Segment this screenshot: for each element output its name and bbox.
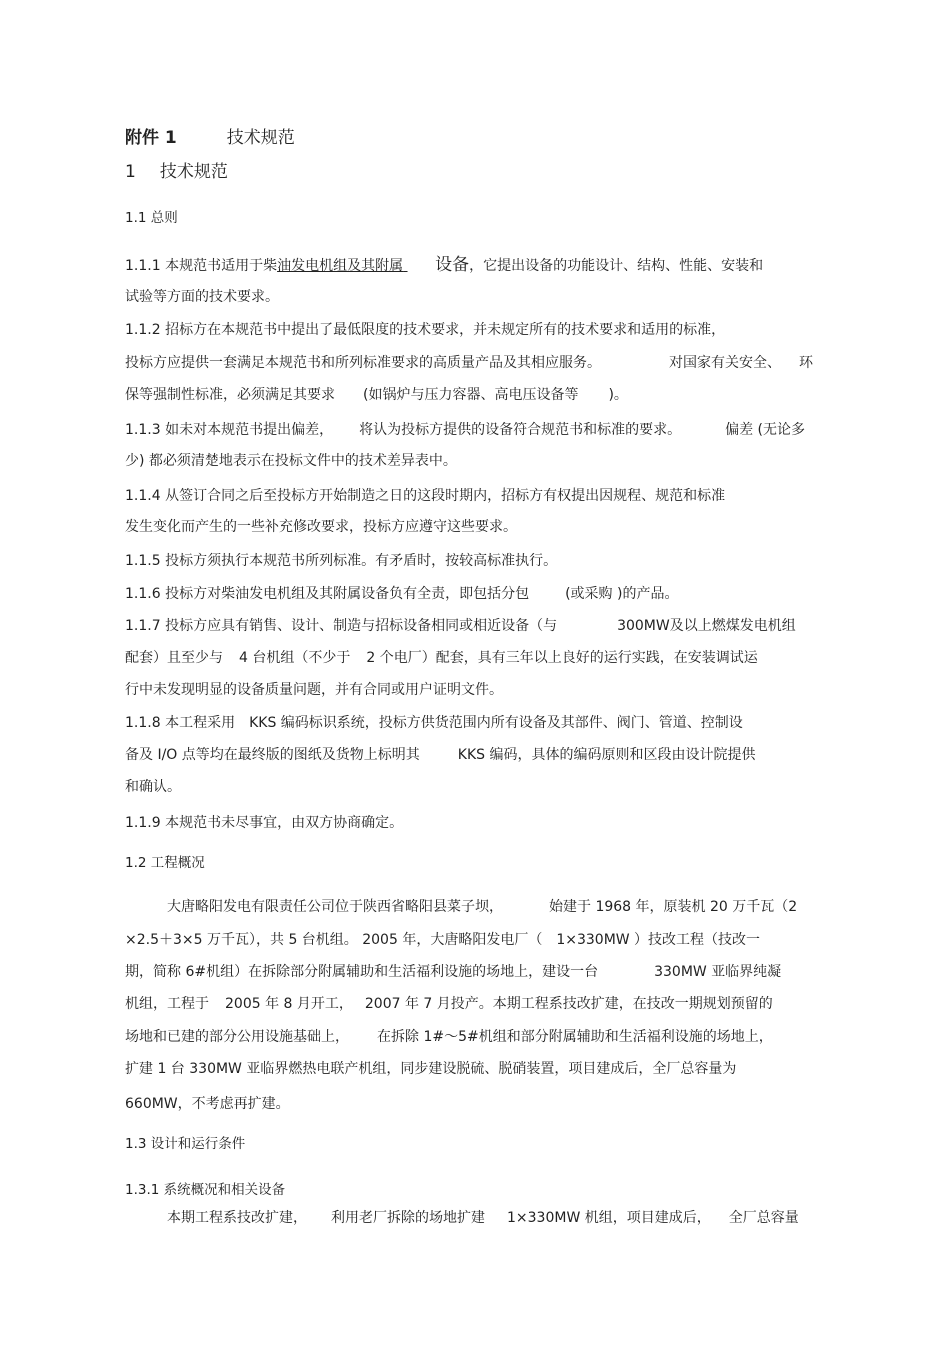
para-1-2-line5: [125, 1027, 773, 1047]
para-1-1-1-line2: 试验等方面的技术要求。: [125, 289, 279, 305]
para-text: 期，简称 6#机组）在拆除部分附属辅助和生活福利设施的场地上，建设一台: [125, 964, 599, 980]
para-text: 投标方应提供一套满足本规范书和所列标准要求的高质量产品及其相应服务。: [125, 355, 601, 371]
para-1-1-3-line1: [125, 420, 805, 440]
para-text: 机组，工程于: [125, 996, 209, 1012]
para-text: 备及 I/O 点等均在最终版的图纸及货物上标明其: [125, 747, 420, 763]
para-1-2-line1: [167, 897, 797, 917]
para-text: 场地和已建的部分公用设施基础上，: [125, 1029, 349, 1045]
para-text: 4 台机组（不少于: [239, 650, 351, 666]
para-text: ×2.5＋3×5 万千瓦），共 5 台机组。 2005 年，大唐略阳发电厂（: [125, 932, 543, 948]
para-1-1-6: [125, 584, 678, 604]
para-text: 设备: [435, 255, 470, 275]
chapter-number: 1: [125, 162, 136, 182]
para-text: 1×330MW ）技改工程（技改一: [556, 932, 761, 948]
para-1-1-5: 1.1.5 投标方须执行本规范书所列标准。有矛盾时，按较高标准执行。: [125, 553, 558, 569]
para-text: 全厂总容量: [728, 1210, 799, 1226]
para-1-1-2-line2: [125, 353, 813, 373]
para-1-2-line4: [125, 994, 773, 1014]
para-1-1-1-line1: [125, 255, 763, 276]
para-text: 1.1.1 本规范书适用于柴: [125, 258, 278, 274]
annex-label: 附件 1: [125, 128, 177, 148]
para-text: 偏差 (无论多: [725, 422, 805, 438]
para-text: 始建于 1968 年，原装机 20 万千瓦（2: [549, 899, 798, 915]
para-1-1-7-line1: [125, 616, 796, 636]
para-1-1-9: 1.1.9 本规范书未尽事宜，由双方协商确定。: [125, 815, 404, 831]
para-1-2-line3: [125, 962, 781, 982]
para-text: 1×330MW 机组，项目建成后，: [507, 1210, 711, 1226]
para-text: 1.1.3 如未对本规范书提出偏差，: [125, 422, 334, 438]
para-text: (或采购 )的产品。: [565, 586, 679, 602]
para-1-1-4-line1: 1.1.4 从签订合同之后至投标方开始制造之日的这段时期内，招标方有权提出因规程、规范和标准: [125, 488, 726, 504]
para-text: 在拆除 1#～5#机组和部分附属辅助和生活福利设施的场地上，: [377, 1029, 773, 1045]
chapter-title: 技术规范: [159, 162, 228, 182]
para-text: 2005 年 8 月开工，: [225, 996, 353, 1012]
para-1-1-2-line1: 1.1.2 招标方在本规范书中提出了最低限度的技术要求，并未规定所有的技术要求和适用的标准，: [125, 322, 726, 338]
section-heading-1-2: 1.2 工程概况: [125, 855, 205, 871]
underlined-text: 油发电机组及其附属: [277, 258, 404, 274]
para-text: 1.1.7 投标方应具有销售、设计、制造与招标设备相同或相近设备（与: [125, 618, 558, 634]
para-text: (如锅炉与压力容器、高电压设备等: [363, 387, 579, 403]
para-text: 本期工程系技改扩建，: [167, 1210, 307, 1226]
para-text: 2 个电厂）配套，具有三年以上良好的运行实践，在安装调试运: [366, 650, 758, 666]
para-text: 1.1.8 本工程采用: [125, 715, 236, 731]
para-1-2-line6: 扩建 1 台 330MW 亚临界燃热电联产机组，同步建设脱硫、脱硝装置，项目建成后，全厂总容量为: [125, 1061, 737, 1077]
para-text: ，它提出设备的功能设计、结构、性能、安装和: [469, 258, 764, 274]
para-text: KKS 编码，具体的编码原则和区段由设计院提供: [457, 747, 756, 763]
annex-heading: [125, 128, 295, 148]
para-1-1-8-line2: [125, 745, 755, 765]
para-text: 大唐略阳发电有限责任公司位于陕西省略阳县菜子坝，: [167, 899, 503, 915]
para-text: 利用老厂拆除的场地扩建: [331, 1210, 485, 1226]
section-heading-1-3: 1.3 设计和运行条件: [125, 1136, 246, 1152]
para-1-2-line7: 660MW，不考虑再扩建。: [125, 1096, 290, 1112]
para-text: 保等强制性标准，必须满足其要求: [125, 387, 335, 403]
annex-title: 技术规范: [226, 128, 295, 148]
para-text: )。: [608, 387, 628, 403]
para-text: 300MW及以上燃煤发电机组: [617, 618, 796, 634]
para-text: 将认为投标方提供的设备符合规范书和标准的要求。: [359, 422, 682, 438]
section-heading-1-1: 1.1 总则: [125, 210, 178, 226]
para-1-1-3-line2: 少) 都必须清楚地表示在投标文件中的技术差异表中。: [125, 453, 457, 469]
para-text: 配套）且至少与: [125, 650, 223, 666]
para-text: 环: [799, 355, 813, 371]
para-1-1-4-line2: 发生变化而产生的一些补充修改要求，投标方应遵守这些要求。: [125, 519, 517, 535]
para-1-2-line2: [125, 930, 760, 950]
para-text: 330MW 亚临界纯凝: [654, 964, 782, 980]
para-text: 对国家有关安全、: [669, 355, 781, 371]
para-1-1-7-line3: 行中未发现明显的设备质量问题，并有合同或用户证明文件。: [125, 682, 503, 698]
para-1-1-8-line1: [125, 713, 743, 733]
para-1-3-1-line1: [167, 1208, 799, 1228]
para-text: 1.1.6 投标方对柴油发电机组及其附属设备负有全责，即包括分包: [125, 586, 530, 602]
para-text: 2007 年 7 月投产。本期工程系技改扩建，在技改一期规划预留的: [364, 996, 773, 1012]
para-1-1-2-line3: [125, 385, 628, 405]
para-1-1-8-line3: 和确认。: [125, 779, 181, 795]
para-text: KKS 编码标识系统，投标方供货范围内所有设备及其部件、阀门、管道、控制设: [249, 715, 743, 731]
chapter-heading: [125, 162, 228, 182]
para-1-1-7-line2: [125, 648, 758, 668]
underline-gap: [403, 256, 435, 276]
section-heading-1-3-1: 1.3.1 系统概况和相关设备: [125, 1182, 286, 1198]
